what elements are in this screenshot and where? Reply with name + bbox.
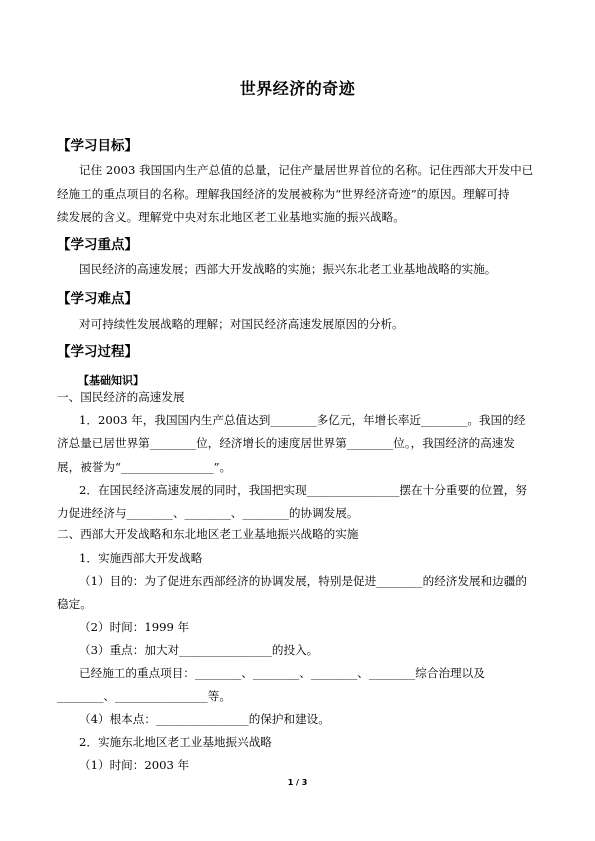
process-line: 1．实施西部大开发战略 xyxy=(79,551,203,565)
section-heading: 二、西部大开发战略和东北地区老工业基地振兴战略的实施 xyxy=(57,527,359,541)
process-line: 展，被誉为“________________”。 xyxy=(57,460,232,474)
process-line: 已经施工的重点项目：________、________、________、________综合治理以及 xyxy=(79,666,485,680)
heading-goals: 【学习目标】 xyxy=(57,138,138,154)
heading-difficulties: 【学习难点】 xyxy=(57,291,138,307)
goals-line: 记住 2003 我国国内生产总值的总量，记住产量居世界首位的名称。记住西部大开发中已 xyxy=(79,163,534,177)
difficulties-text: 对可持续性发展战略的理解；对国民经济高速发展原因的分析。 xyxy=(79,317,404,331)
process-line: 力促进经济与________、________、________的协调发展。 xyxy=(57,506,359,520)
process-line: （1）目的：为了促进东西部经济的协调发展，特别是促进________的经济发展和边疆的 xyxy=(79,574,527,588)
process-line: （1）时间：2003 年 xyxy=(79,758,190,772)
key-points-text: 国民经济的高速发展；西部大开发战略的实施；振兴东北老工业基地战略的实施。 xyxy=(79,262,497,276)
goals-line: 续发展的含义。理解党中央对东北地区老工业基地实施的振兴战略。 xyxy=(57,210,405,224)
heading-process: 【学习过程】 xyxy=(57,344,138,360)
process-line: （4）根本点：________________的保护和建设。 xyxy=(79,712,330,726)
section-heading: 一、国民经济的高速发展 xyxy=(57,390,185,404)
process-line: 2．实施东北地区老工业基地振兴战略 xyxy=(79,735,272,749)
page-number: 1 / 3 xyxy=(287,778,308,787)
process-line: 稳定。 xyxy=(57,597,92,611)
process-line: 2．在国民经济高速发展的同时，我国把实现________________摆在十分重要的位置，努 xyxy=(79,483,527,497)
page-title: 世界经济的奇迹 xyxy=(239,79,356,98)
process-line: ________、________________等。 xyxy=(57,689,231,703)
process-line: 济总量已居世界第________位，经济增长的速度居世界第________位。，我国经济的高速发 xyxy=(57,436,515,450)
process-line: （2）时间：1999 年 xyxy=(79,620,190,634)
basic-knowledge-heading: 【基础知识】 xyxy=(78,374,144,387)
goals-line: 经施工的重点项目的名称。理解我国经济的发展被称为“世界经济奇迹”的原因。理解可持 xyxy=(57,187,510,201)
heading-key-points: 【学习重点】 xyxy=(57,237,138,253)
process-line: （3）重点：加大对________________的投入。 xyxy=(79,643,319,657)
process-line: 1．2003 年，我国国内生产总值达到________多亿元，年增长率近________。我国的经 xyxy=(79,413,526,427)
